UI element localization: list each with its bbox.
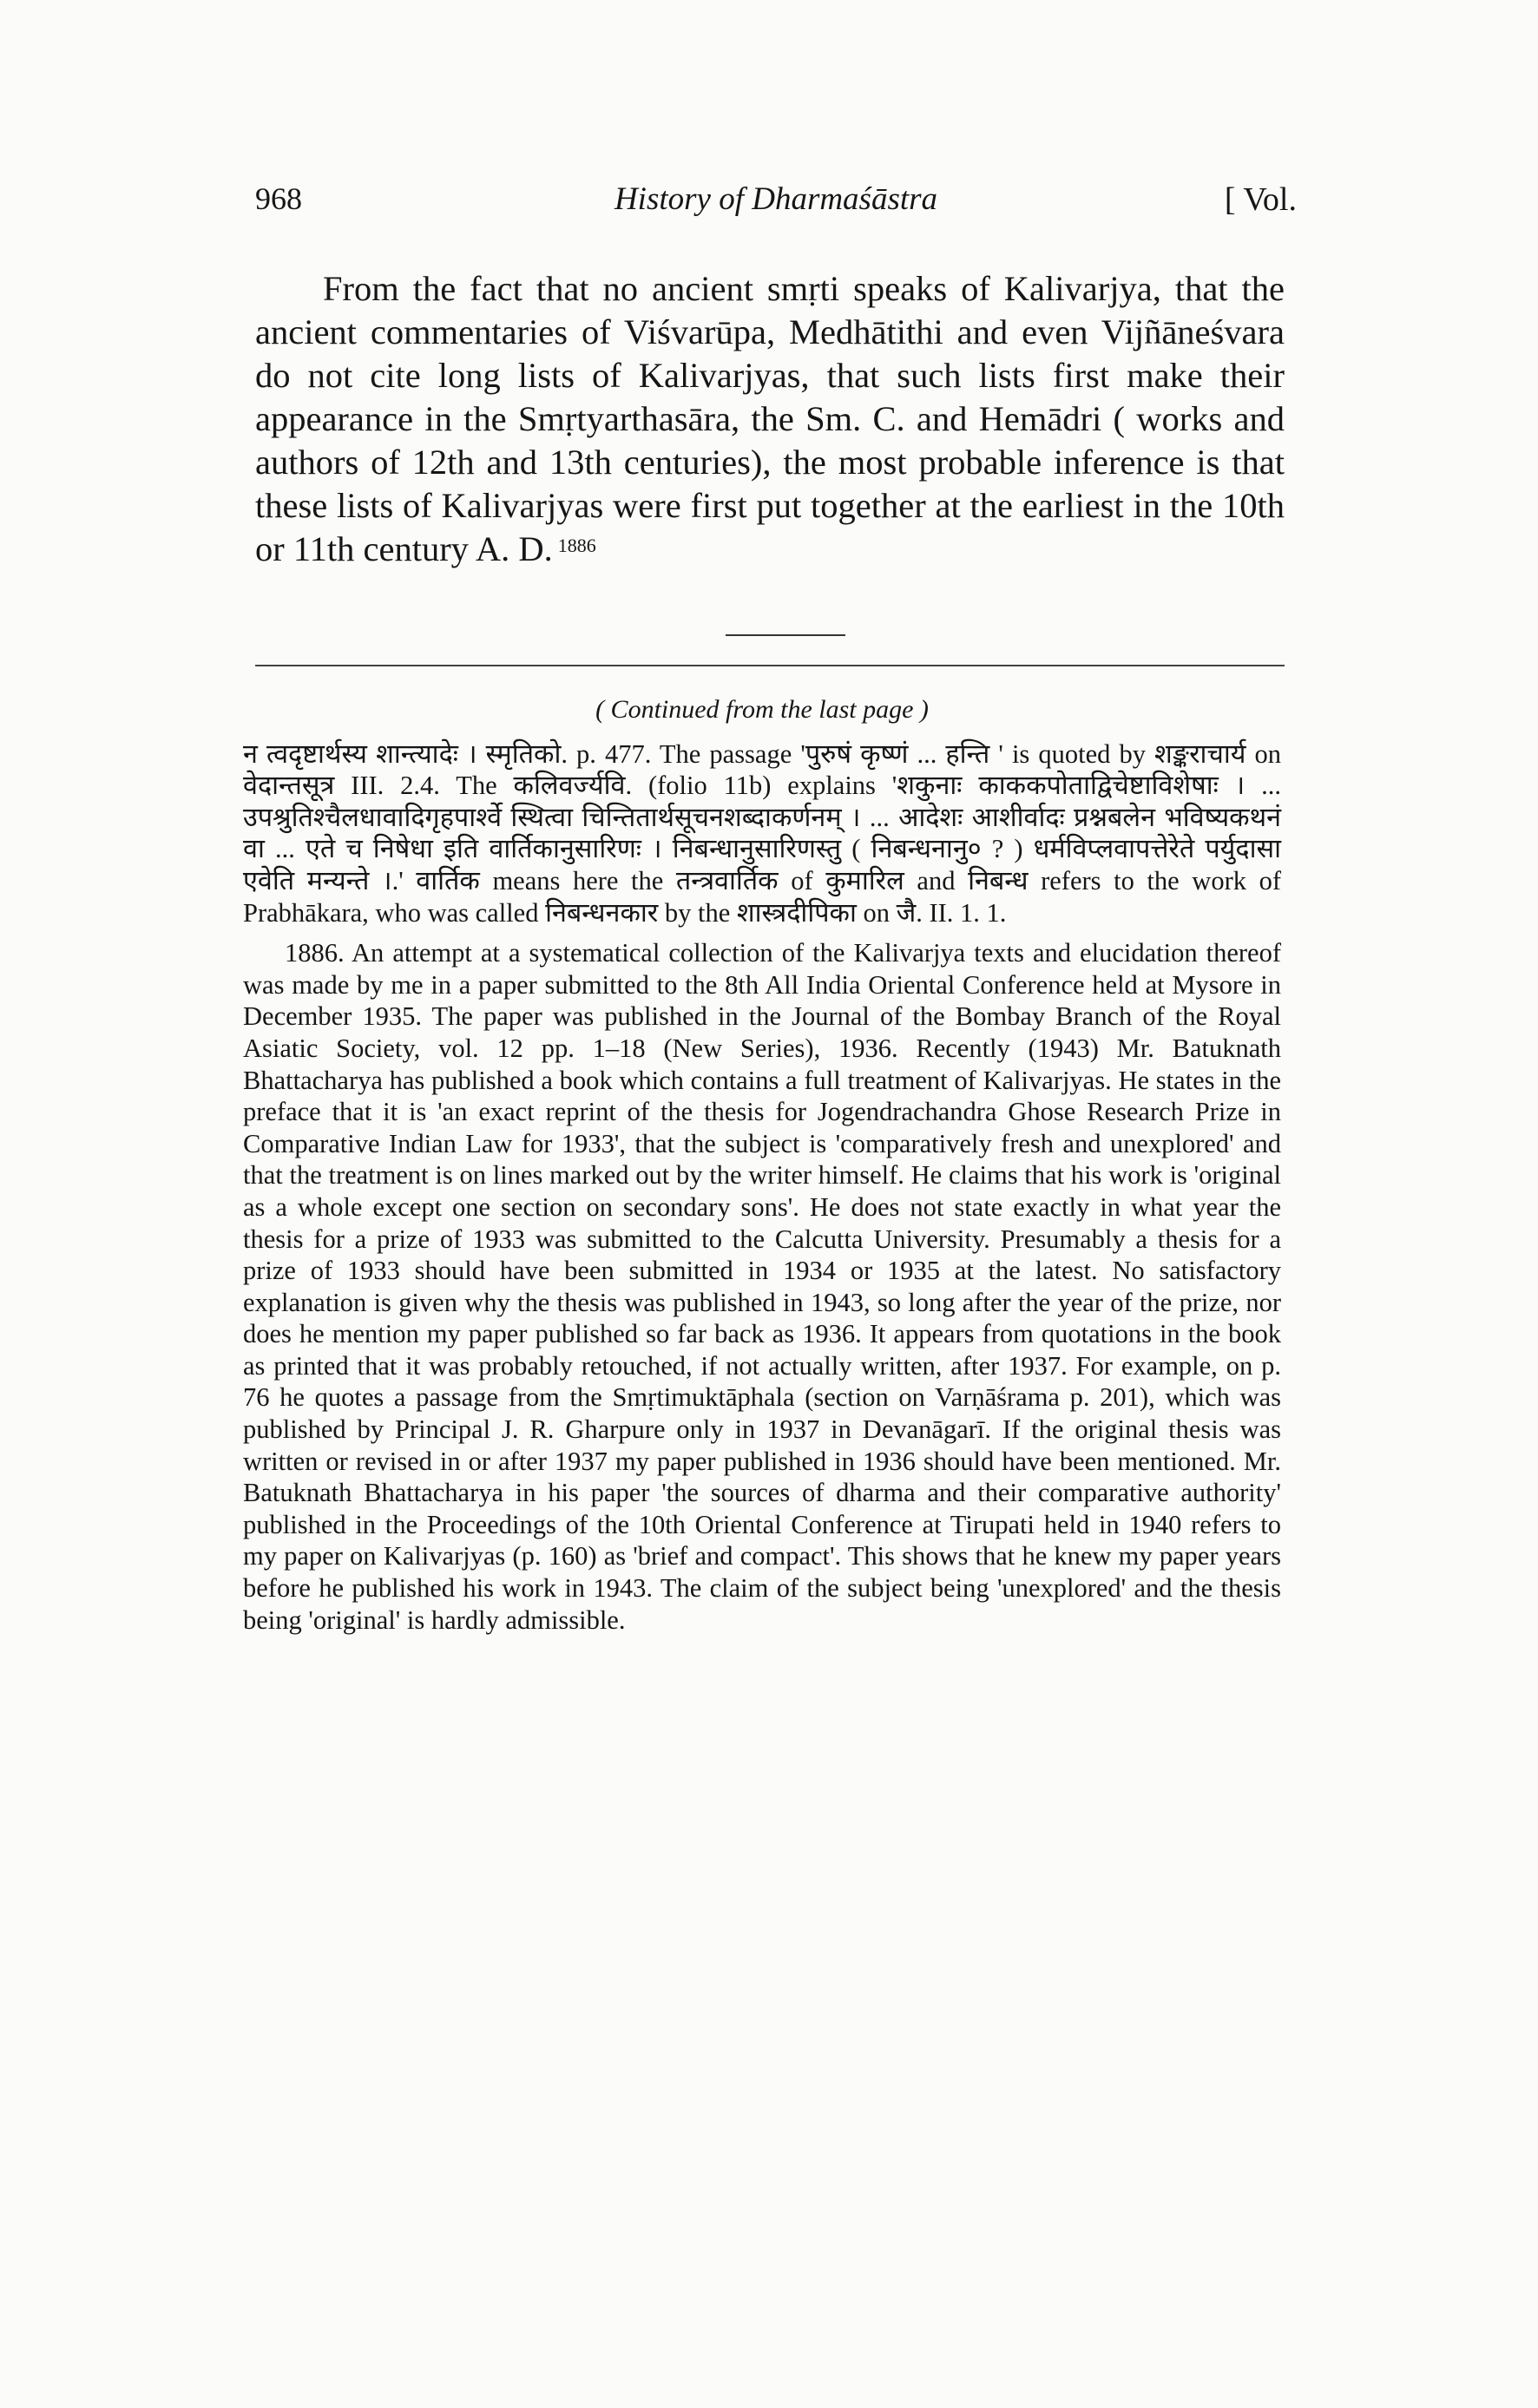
footnote-separator: [255, 665, 1285, 666]
continued-footnote: [243, 738, 1281, 929]
running-title: History of Dharmaśāstra: [614, 181, 938, 217]
main-paragraph-text: From the fact that no ancient smṛti speaks of Kalivarjya, that the ancient commentaries of Viśvarūpa, Medhātithi and even Vijñāneśvara do not cite long lists of Kalivarjyas, that such lists first make their appearance in the Smṛtyarthasāra, the Sm. C. and Hemādri ( works and authors of 12th and 13th centuries), the most probable inference is that these lists of Kalivarjyas were first put together at the earliest in the 10th or 11th century A. D.: [255, 269, 1285, 568]
footnotes-section: [243, 694, 1281, 1636]
page-number: 968: [255, 181, 302, 216]
volume-label: [ Vol.: [1224, 181, 1297, 218]
continued-footnote-text: न त्वदृष्टार्थस्य शान्त्यादेः । स्मृतिको. p. 477. The passage 'पुरुषं कृष्णं ... हन्ति ' is quoted by शङ्कराचार्य on वेदान्तसूत्र III. 2.4. The कलिवर्ज्यवि. (folio 11b) explains 'शकुनाः काककपोताद्विचेष्टाविशेषाः । ... उपश्रुतिश्चैलधावादिगृहपार्श्वे स्थित्वा चिन्तितार्थसूचनशब्दाकर्णनम् । ... आदेशः आशीर्वादः प्रश्नबलेन भविष्यकथनं वा ... एते च निषेधा इति वार्तिकानुसारिणः । निबन्धानुसारिणस्तु ( निबन्धनानु० ? ) धर्मविप्लवापत्तेरेते पर्युदासा एवेति मन्यन्ते ।.' वार्तिक means here the तन्त्रवार्तिक of कुमारिल and निबन्ध refers to the work of Prabhākara, who was called निबन्धनकार by the शास्त्रदीपिका on जै. II. 1. 1.: [243, 738, 1281, 928]
page-header: [255, 180, 1297, 236]
main-text: [255, 267, 1285, 571]
footnote-1886: 1886. An attempt at a systematical collection of the Kalivarjya texts and elucidation thereof was made by me in a paper submitted to the 8th All India Oriental Conference held at Mysore in December 1935. The paper was published in the Journal of the Bombay Branch of the Royal Asiatic Society, vol. 12 pp. 1–18 (New Series), 1936. Recently (1943) Mr. Batuknath Bhattacharya has published a book which contains a full treatment of Kalivarjyas. He states in the preface that it is 'an exact reprint of the thesis for Jogendrachandra Ghose Research Prize in Comparative Indian Law for 1933', that the subject is 'comparatively fresh and unexplored' and that the treatment is on lines marked out by the writer himself. He claims that his work is 'original as a whole except one section on secondary sons'. He does not state exactly in what year the thesis for a prize of 1933 was submitted to the Calcutta University. Presumably a thesis for a prize of 1933 should have been submitted in 1934 or 1935 at the latest. No satisfactory explanation is given why the thesis was published in 1943, so long after the year of the prize, nor does he mention my paper published so far back as 1936. It appears from quotations in the book as printed that it was probably retouched, if not actually written, after 1937. For example, on p. 76 he quotes a passage from the Smṛtimuktāphala (section on Varṇāśrama p. 201), which was published by Principal J. R. Gharpure only in 1937 in Devanāgarī. If the original thesis was written or revised in or after 1937 my paper published in 1936 should have been mentioned. Mr. Batuknath Bhattacharya in his paper 'the sources of dharma and their comparative authority' published in the Proceedings of the 10th Oriental Conference at Tirupati held in 1940 refers to my paper on Kalivarjyas (p. 160) as 'brief and compact'. This shows that he knew my paper years before he published his work in 1943. The claim of the subject being 'unexplored' and the thesis being 'original' is hardly admissible.: [243, 938, 1281, 1635]
section-divider: [726, 634, 845, 636]
footnote-reference: 1886: [557, 535, 596, 556]
main-paragraph: [255, 267, 1285, 571]
continued-label: ( Continued from the last page ): [595, 695, 929, 724]
